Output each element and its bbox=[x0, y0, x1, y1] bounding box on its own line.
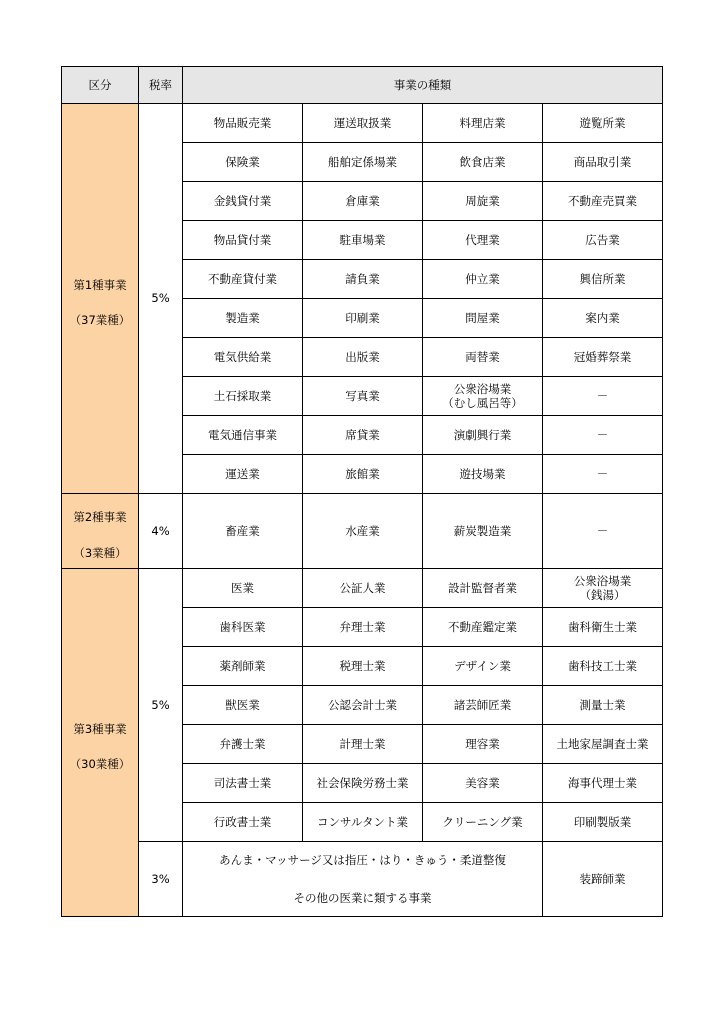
business-type-cell: 印刷製版業 bbox=[543, 803, 663, 842]
business-type-cell: 社会保険労務士業 bbox=[303, 764, 423, 803]
business-type-cell: 保険業 bbox=[183, 143, 303, 182]
business-type-cell: 遊技場業 bbox=[423, 455, 543, 494]
business-type-cell: 問屋業 bbox=[423, 299, 543, 338]
category-count: （30業種） bbox=[69, 756, 131, 771]
category-count: （3業種） bbox=[73, 546, 127, 560]
header-row bbox=[62, 67, 663, 104]
business-type-cell: 物品貸付業 bbox=[183, 221, 303, 260]
business-type-cell: 運送業 bbox=[183, 455, 303, 494]
business-type-cell: 案内業 bbox=[543, 299, 663, 338]
business-type-cell: 不動産鑑定業 bbox=[423, 608, 543, 647]
business-type-cell: 税理士業 bbox=[303, 647, 423, 686]
business-type-cell: 歯科衛生士業 bbox=[543, 608, 663, 647]
business-type-cell: 電気通信事業 bbox=[183, 416, 303, 455]
business-type-cell: － bbox=[543, 455, 663, 494]
business-type-cell: 請負業 bbox=[303, 260, 423, 299]
other-medical-line1: あんま・マッサージ又は指圧・はり・きゅう・柔道整復 bbox=[219, 852, 506, 867]
business-type-cell: クリーニング業 bbox=[423, 803, 543, 842]
tax-rate: 4% bbox=[139, 494, 183, 569]
header-rate: 税率 bbox=[139, 67, 183, 104]
business-type-cell: 行政書士業 bbox=[183, 803, 303, 842]
table-body bbox=[62, 104, 663, 917]
category-name: 第3種事業 bbox=[73, 722, 127, 737]
category-count: （37業種） bbox=[69, 312, 131, 327]
business-type-cell: － bbox=[543, 416, 663, 455]
business-type-cell: 設計監督者業 bbox=[423, 569, 543, 608]
business-type-cell: 弁護士業 bbox=[183, 725, 303, 764]
business-type-cell: 写真業 bbox=[303, 377, 423, 416]
business-type-cell: 司法書士業 bbox=[183, 764, 303, 803]
business-type-cell: 計理士業 bbox=[303, 725, 423, 764]
business-type-cell: 運送取扱業 bbox=[303, 104, 423, 143]
business-type-cell: 遊覧所業 bbox=[543, 104, 663, 143]
business-type-cell: 公認会計士業 bbox=[303, 686, 423, 725]
business-type-cell: デザイン業 bbox=[423, 647, 543, 686]
category-name: 第1種事業 bbox=[73, 278, 127, 293]
business-type-cell: 製造業 bbox=[183, 299, 303, 338]
business-type-cell: 広告業 bbox=[543, 221, 663, 260]
business-type-cell: 周旋業 bbox=[423, 182, 543, 221]
business-type-cell: 席貸業 bbox=[303, 416, 423, 455]
business-type-cell: 飲食店業 bbox=[423, 143, 543, 182]
business-type-cell: 仲立業 bbox=[423, 260, 543, 299]
business-type-cell: 公衆浴場業 （むし風呂等） bbox=[423, 377, 543, 416]
business-type-cell: コンサルタント業 bbox=[303, 803, 423, 842]
business-type-cell: 医業 bbox=[183, 569, 303, 608]
category-name: 第2種事業 bbox=[73, 509, 127, 524]
tax-rate: 5% bbox=[139, 104, 183, 494]
business-type-cell: 船舶定係場業 bbox=[303, 143, 423, 182]
business-type-cell: 物品販売業 bbox=[183, 104, 303, 143]
table-row bbox=[62, 842, 663, 917]
business-type-cell: 旅館業 bbox=[303, 455, 423, 494]
business-type-cell: 水産業 bbox=[303, 494, 423, 569]
business-type-cell: 商品取引業 bbox=[543, 143, 663, 182]
business-type-cell: 畜産業 bbox=[183, 494, 303, 569]
business-tax-table bbox=[61, 66, 663, 917]
business-type-cell: 不動産売買業 bbox=[543, 182, 663, 221]
business-type-cell: 興信所業 bbox=[543, 260, 663, 299]
business-type-cell: 料理店業 bbox=[423, 104, 543, 143]
table-row bbox=[62, 569, 663, 608]
business-type-cell: 海事代理士業 bbox=[543, 764, 663, 803]
business-type-cell: 美容業 bbox=[423, 764, 543, 803]
business-type-cell: 公衆浴場業 （銭湯） bbox=[543, 569, 663, 608]
business-type-cell: 土石採取業 bbox=[183, 377, 303, 416]
business-type-cell: 駐車場業 bbox=[303, 221, 423, 260]
other-medical-line2: その他の医業に類する事業 bbox=[293, 891, 432, 905]
business-type-cell: 獣医業 bbox=[183, 686, 303, 725]
business-type-cell: 電気供給業 bbox=[183, 338, 303, 377]
business-type-cell: 公証人業 bbox=[303, 569, 423, 608]
business-type-cell: 印刷業 bbox=[303, 299, 423, 338]
cat3-category bbox=[62, 569, 139, 917]
business-type-cell: 出版業 bbox=[303, 338, 423, 377]
tax-rate: 5% bbox=[139, 569, 183, 842]
business-type-cell: 演劇興行業 bbox=[423, 416, 543, 455]
business-type-cell: 薬剤師業 bbox=[183, 647, 303, 686]
business-type-cell: 不動産貸付業 bbox=[183, 260, 303, 299]
business-type-cell: 両替業 bbox=[423, 338, 543, 377]
header-types: 事業の種類 bbox=[183, 67, 663, 104]
business-type-cell: － bbox=[543, 494, 663, 569]
business-type-cell: 倉庫業 bbox=[303, 182, 423, 221]
business-type-cell: 装蹄師業 bbox=[543, 842, 663, 917]
business-type-cell: 諸芸師匠業 bbox=[423, 686, 543, 725]
table-row bbox=[62, 494, 663, 569]
other-medical-cell bbox=[183, 842, 543, 917]
tax-rate: 3% bbox=[139, 842, 183, 917]
business-type-cell: － bbox=[543, 377, 663, 416]
business-type-cell: 冠婚葬祭業 bbox=[543, 338, 663, 377]
business-type-cell: 歯科医業 bbox=[183, 608, 303, 647]
business-type-cell: 歯科技工士業 bbox=[543, 647, 663, 686]
business-type-cell: 土地家屋調査士業 bbox=[543, 725, 663, 764]
business-type-cell: 弁理士業 bbox=[303, 608, 423, 647]
business-type-cell: 測量士業 bbox=[543, 686, 663, 725]
table-row bbox=[62, 104, 663, 143]
cat2-category bbox=[62, 494, 139, 569]
business-type-cell: 薪炭製造業 bbox=[423, 494, 543, 569]
business-type-cell: 代理業 bbox=[423, 221, 543, 260]
cat1-category bbox=[62, 104, 139, 494]
business-type-cell: 理容業 bbox=[423, 725, 543, 764]
header-category: 区分 bbox=[62, 67, 139, 104]
business-type-cell: 金銭貸付業 bbox=[183, 182, 303, 221]
